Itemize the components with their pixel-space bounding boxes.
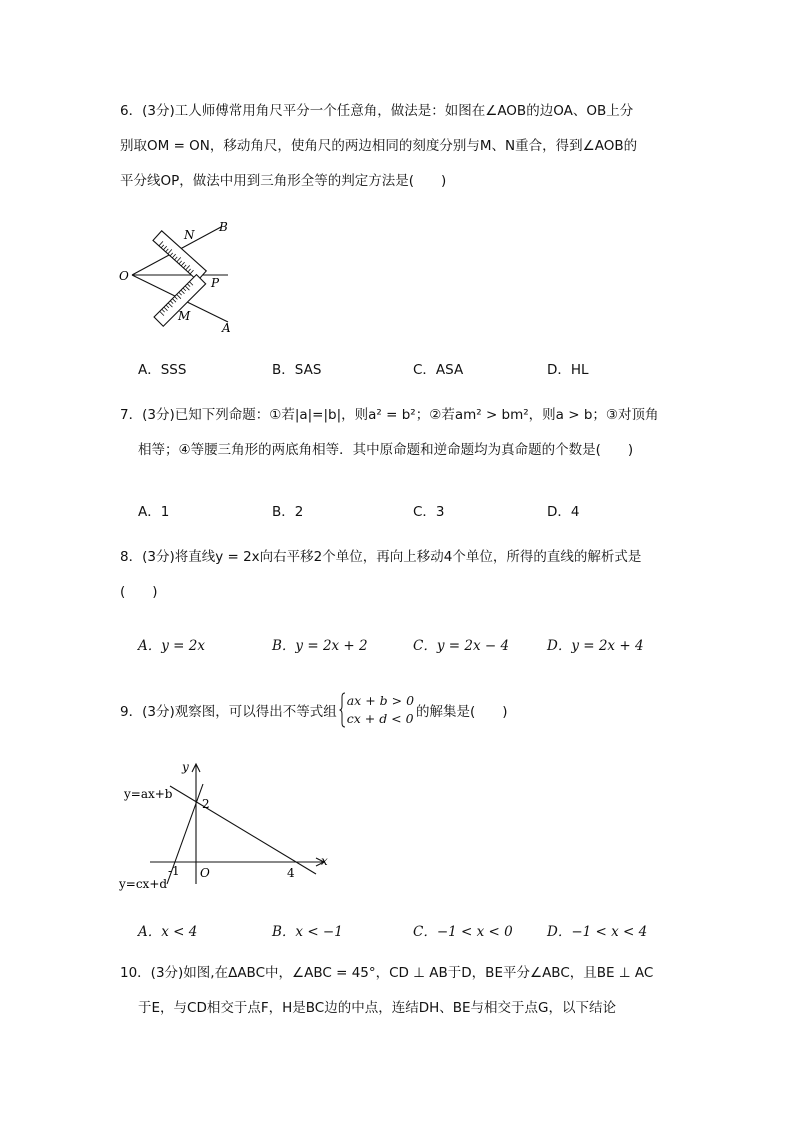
q8-option-b[interactable]: B．y = 2x + 2: [272, 638, 368, 654]
q9-prefix: 9．(3分)观察图，可以得出不等式组: [120, 704, 337, 720]
q7-option-d[interactable]: D．4: [547, 504, 580, 520]
q8-line-1: 8．(3分)将直线y = 2x向右平移2个单位，再向上移动4个单位，所得的直线的解析式是: [120, 549, 642, 565]
q8-option-c[interactable]: C．y = 2x − 4: [413, 638, 510, 654]
q8-line-2: ( ): [120, 584, 158, 600]
x-neg-label: -1: [168, 864, 180, 878]
brace-icon: [339, 692, 346, 728]
q9-option-c[interactable]: C．−1 < x < 0: [413, 924, 513, 940]
line-label-ax-plus-b: y=ax+b: [124, 787, 173, 801]
q9-option-b[interactable]: B．x < −1: [272, 924, 343, 940]
q9-inequality-system: [339, 692, 414, 728]
q9-option-d[interactable]: D．−1 < x < 4: [547, 924, 648, 940]
q9-suffix: 的解集是( ): [416, 704, 508, 720]
q7-option-c[interactable]: C．3: [413, 504, 445, 520]
label-M: M: [178, 309, 191, 323]
q6-line-2: 别取OM = ON，移动角尺，使角尺的两边相同的刻度分别与M、N重合，得到∠AOB的: [120, 138, 638, 154]
label-P: P: [211, 276, 220, 290]
q9-options: [138, 920, 678, 944]
q6-option-b[interactable]: B．SAS: [272, 362, 322, 378]
label-N: N: [184, 228, 195, 242]
line-cx-plus-d: [170, 786, 316, 874]
q6-line-3: 平分线OP，做法中用到三角形全等的判定方法是( ): [120, 173, 447, 189]
question-8: [120, 540, 680, 610]
origin-label: O: [200, 866, 210, 880]
q6-option-c[interactable]: C．ASA: [413, 362, 464, 378]
question-6: [120, 94, 680, 199]
label-B: B: [219, 220, 228, 234]
x-axis-label: x: [321, 854, 328, 868]
question-7: [120, 398, 680, 468]
label-O: O: [119, 269, 129, 283]
x-pos-label: 4: [287, 866, 295, 880]
q9-inequality-1: ax + b > 0: [346, 693, 415, 708]
y-axis-label: y: [182, 760, 189, 774]
question-9: [120, 688, 680, 732]
q8-option-a[interactable]: A．y = 2x: [138, 638, 205, 654]
q7-option-a[interactable]: A．1: [138, 504, 170, 520]
q6-option-a[interactable]: A．SSS: [138, 362, 187, 378]
q8-options: [138, 634, 678, 658]
q6-figure: [116, 212, 246, 340]
q7-line-2: 相等；④等腰三角形的两底角相等．其中原命题和逆命题均为真命题的个数是( ): [138, 442, 634, 458]
q9-inequality-2: cx + d < 0: [346, 711, 414, 726]
ruler-upper-arm: [153, 231, 206, 281]
q7-options: [138, 500, 678, 524]
q9-option-a[interactable]: A．x < 4: [138, 924, 198, 940]
question-10: [120, 956, 680, 1026]
line-label-cx-plus-d: y=cx+d: [119, 877, 168, 891]
q10-line-1: 10．(3分)如图,在ΔABC中，∠ABC = 45°，CD ⊥ AB于D，BE平分∠ABC，且BE ⊥ AC: [120, 965, 654, 981]
q8-option-d[interactable]: D．y = 2x + 4: [547, 638, 644, 654]
y-intercept-label: 2: [202, 797, 210, 811]
q9-figure: [116, 758, 336, 893]
q6-line-1: 6．(3分)工人师傅常用角尺平分一个任意角，做法是：如图在∠AOB的边OA、OB上分: [120, 103, 634, 119]
q10-line-2: 于E，与CD相交于点F，H是BC边的中点，连结DH、BE与相交于点G，以下结论: [138, 1000, 617, 1016]
q6-options: [138, 358, 678, 382]
label-A: A: [222, 321, 231, 335]
q6-option-d[interactable]: D．HL: [547, 362, 589, 378]
q7-option-b[interactable]: B．2: [272, 504, 304, 520]
q7-line-1: 7．(3分)已知下列命题：①若|a|=|b|，则a² = b²；②若am² > bm²，则a > b；③对顶角: [120, 407, 659, 423]
